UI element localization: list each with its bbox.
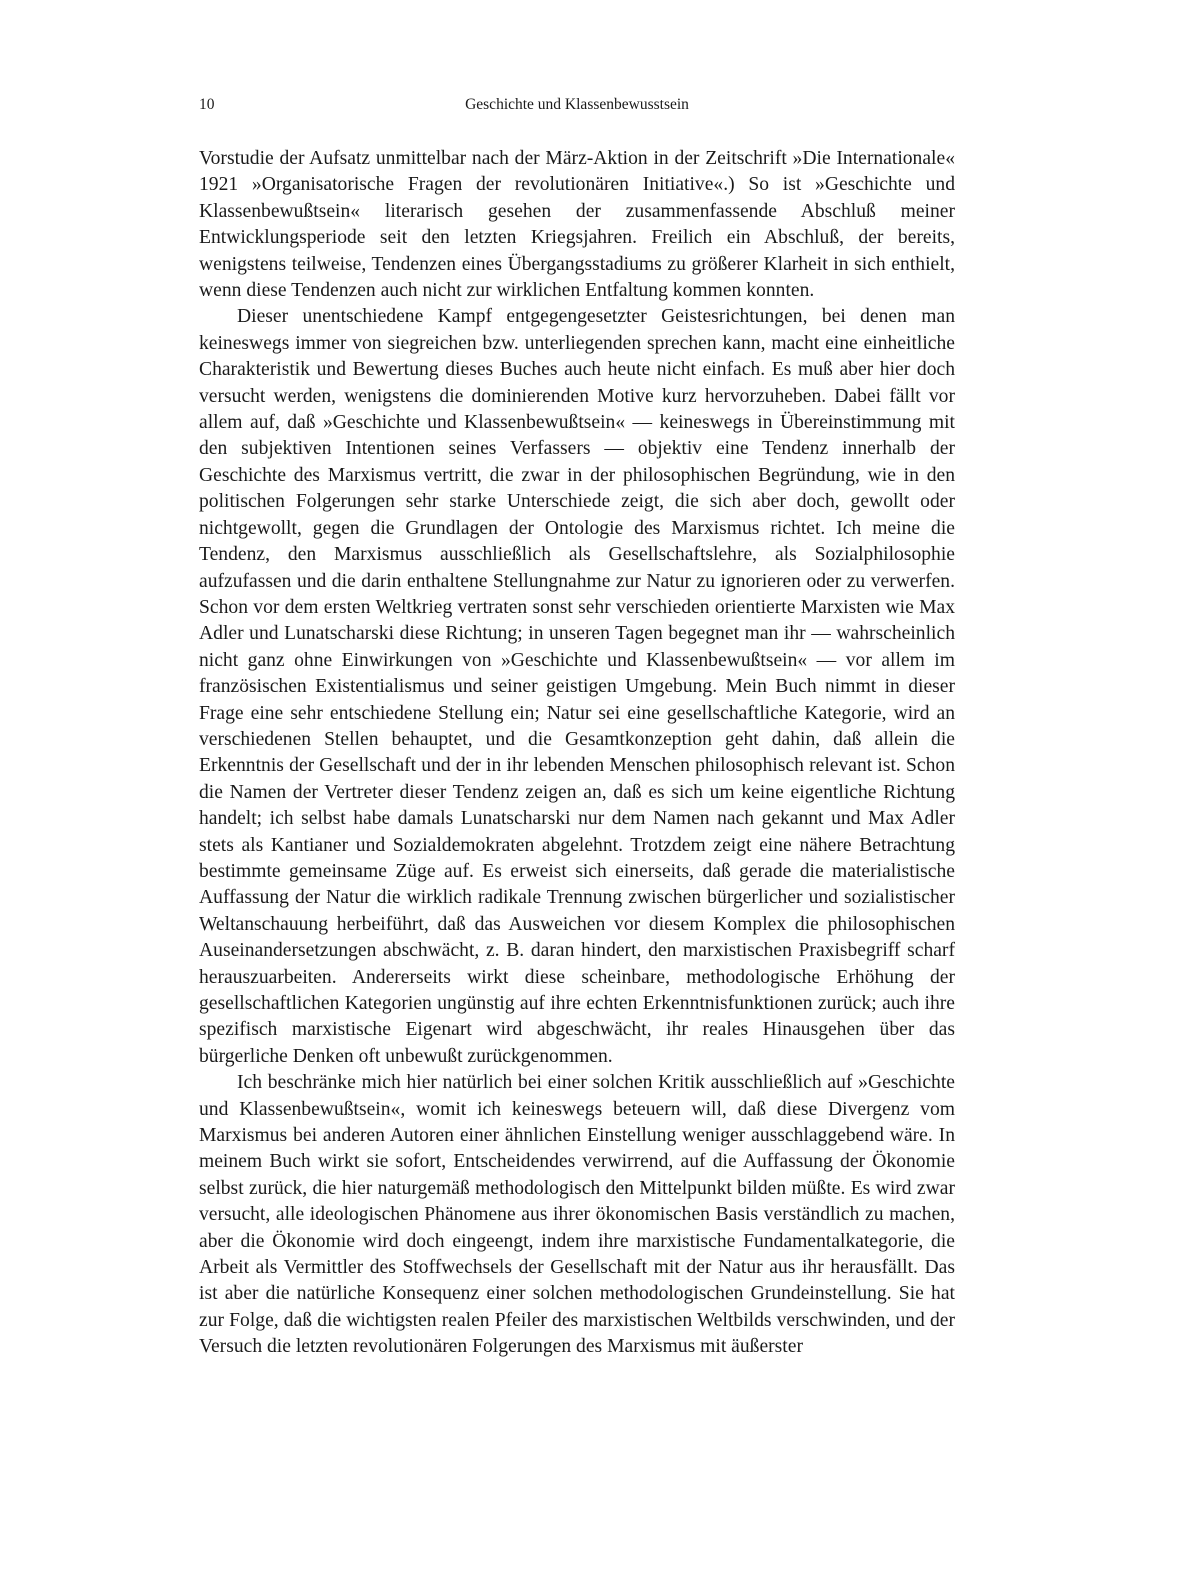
paragraph-3: Ich beschränke mich hier natürlich bei einer solchen Kritik ausschließlich auf »Geschichte und Klassenbewußtsein«, womit ich keineswegs beteuern will, daß diese Divergenz vom Marxismus bei anderen Autoren einer ähnlichen Einstellung weniger ausschlaggebend wäre. In meinem Buch wirkt sie sofort, Entscheidendes verwirrend, auf die Auffassung der Ökonomie selbst zurück, die hier naturgemäß methodologisch den Mittelpunkt bilden müßte. Es wird zwar versucht, alle ideologischen Phänomene aus ihrer ökonomischen Basis verständlich zu machen, aber die Ökonomie wird doch eingeengt, indem ihre marxistische Fundamentalkategorie, die Arbeit als Vermittler des Stoffwechsels der Gesellschaft mit der Natur aus ihr herausfällt. Das ist aber die natürliche Konsequenz einer solchen methodologischen Grundeinstellung. Sie hat zur Folge, daß die wichtigsten realen Pfeiler des marxistischen Weltbilds verschwinden, und der Versuch die letzten revolutionären Folgerungen des Marxismus mit äußerster [199, 1072, 955, 1358]
running-title: Geschichte und Klassenbewusstsein [465, 96, 689, 113]
body-text [199, 146, 955, 1361]
paragraph-2: Dieser unentschiedene Kampf entgegengesetzter Geistesrichtungen, bei denen man keineswegs immer von siegreichen bzw. unterliegenden sprechen kann, macht eine einheitliche Charakteristik und Bewertung dieses Buches auch heute nicht einfach. Es muß aber hier doch versucht werden, wenigstens die dominierenden Motive kurz hervorzuheben. Dabei fällt vor allem auf, daß »Geschichte und Klassenbewußtsein« — keineswegs in Übereinstimmung mit den subjektiven Intentionen seines Verfassers — objektiv eine Tendenz innerhalb der Geschichte des Marxismus vertritt, die zwar in der philosophischen Begründung, wie in den politischen Folgerungen sehr starke Unterschiede zeigt, die sich aber doch, gewollt oder nichtgewollt, gegen die Grundlagen der Ontologie des Marxismus richtet. Ich meine die Tendenz, den Marxismus ausschließlich als Gesellschaftslehre, als Sozialphilosophie aufzufassen und die darin enthaltene Stellungnahme zur Natur zu ignorieren oder zu verwerfen. Schon vor dem ersten Weltkrieg vertraten sonst sehr verschieden orientierte Marxisten wie Max Adler und Lunatscharski diese Richtung; in unseren Tagen begegnet man ihr — wahrscheinlich nicht ganz ohne Einwirkungen von »Geschichte und Klassenbewußtsein« — vor allem im französischen Existentialismus und seiner geistigen Umgebung. Mein Buch nimmt in dieser Frage eine sehr entschiedene Stellung ein; Natur sei eine gesellschaftliche Kategorie, wird an verschiedenen Stellen behauptet, und die Gesamtkonzeption geht dahin, daß allein die Erkenntnis der Gesellschaft und der in ihr lebenden Menschen philosophisch relevant ist. Schon die Namen der Vertreter dieser Tendenz zeigen an, daß es sich um keine eigentliche Richtung handelt; ich selbst habe damals Lunatscharski nur dem Namen nach gekannt und Max Adler stets als Kantianer und Sozialdemokraten abgelehnt. Trotzdem zeigt eine nähere Betrachtung bestimmte gemeinsame Züge auf. Es erweist sich einerseits, daß gerade die materialistische Auffassung der Natur die wirklich radikale Trennung zwischen bürgerlicher und sozialistischer Weltanschauung herbeiführt, daß das Ausweichen vor diesem Komplex die philosophischen Auseinandersetzungen abschwächt, z. B. daran hindert, den marxistischen Praxisbegriff scharf herauszuarbeiten. Andererseits wirkt diese scheinbare, methodologische Erhöhung der gesellschaftlichen Kategorien ungünstig auf ihre echten Erkenntnisfunktionen zurück; auch ihre spezifisch marxistische Eigenart wird abgeschwächt, ihr reales Hinausgehen über das bürgerliche Denken oft unbewußt zurückgenommen. [199, 306, 955, 1067]
running-header [199, 93, 955, 117]
paragraph-1: Vorstudie der Aufsatz unmittelbar nach der März-Aktion in der Zeitschrift »Die Internationale« 1921 »Organisatorische Fragen der revolutionären Initiative«.) So ist »Geschichte und Klassenbewußtsein« literarisch gesehen der zusammenfassende Abschluß meiner Entwicklungsperiode seit den letzten Kriegsjahren. Freilich ein Abschluß, der bereits, wenigstens teilweise, Tendenzen eines Übergangsstadiums zu größerer Klarheit in sich enthielt, wenn diese Tendenzen auch nicht zur wirklichen Entfaltung kommen konnten. [199, 148, 955, 302]
page-number: 10 [199, 96, 215, 113]
